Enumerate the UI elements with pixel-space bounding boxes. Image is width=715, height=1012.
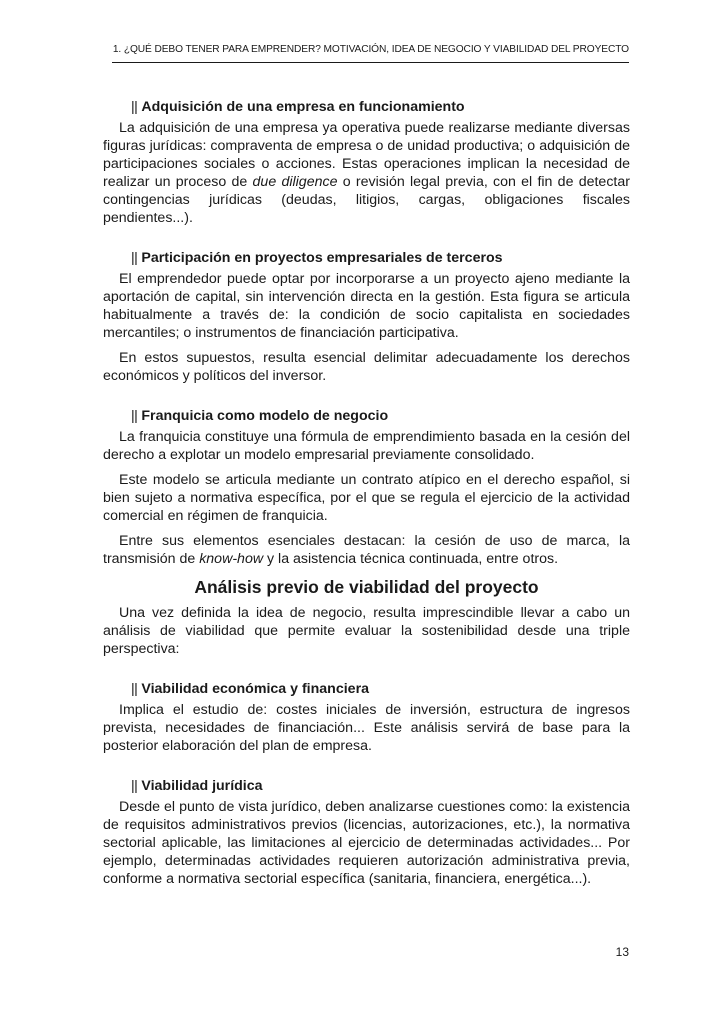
paragraph-text: La adquisición de una empresa ya operativa puede realizarse mediante diversas figuras jurídicas: compraventa de empresa o de unidad productiva; o adquisición de participaciones sociales o acciones. Estas operaciones implican la necesidad de realizar un proceso de — [103, 120, 630, 190]
paragraph-participacion-2: En estos supuestos, resulta esencial delimitar adecuadamente los derechos económicos y políticos del inversor. — [103, 350, 630, 384]
page-number: 13 — [615, 945, 629, 959]
page-content — [103, 97, 630, 895]
subsection-marker-icon: || — [131, 408, 138, 424]
spacer — [103, 234, 630, 248]
paragraph-adquisicion — [103, 119, 630, 227]
subsection-heading-text: Viabilidad económica y financiera — [141, 681, 369, 697]
subsection-marker-icon: || — [131, 778, 138, 794]
paragraph-economica: Implica el estudio de: costes iniciales de inversión, estructura de ingresos prevista, necesidades de financiación... Este análisis servirá de base para la posterior elaboración del plan de empresa. — [103, 702, 630, 754]
subsection-heading-economica — [131, 679, 630, 699]
subsection-heading-juridica — [131, 776, 630, 796]
paragraph-text: y la asistencia técnica continuada, entre otros. — [263, 551, 559, 567]
header-rule — [112, 62, 629, 63]
subsection-marker-icon: || — [131, 681, 138, 697]
subsection-heading-text: Adquisición de una empresa en funcionamiento — [141, 99, 465, 115]
subsection-heading-text: Viabilidad jurídica — [141, 778, 263, 794]
subsection-marker-icon: || — [131, 99, 138, 115]
subsection-heading-participacion — [131, 248, 630, 268]
paragraph-analisis: Una vez definida la idea de negocio, resulta imprescindible llevar a cabo un análisis de viabilidad que permite evaluar la sostenibilidad desde una triple perspectiva: — [103, 605, 630, 657]
spacer — [103, 762, 630, 776]
paragraph-franquicia-3 — [103, 532, 630, 568]
subsection-heading-franquicia — [131, 406, 630, 426]
subsection-heading-text: Franquicia como modelo de negocio — [141, 408, 389, 424]
paragraph-franquicia-2: Este modelo se articula mediante un contrato atípico en el derecho español, si bien sujeto a normativa específica, por el que se regula el ejercicio de la actividad comercial en régimen de franquicia. — [103, 472, 630, 524]
subsection-heading-adquisicion — [131, 97, 630, 117]
paragraph-franquicia-1: La franquicia constituye una fórmula de emprendimiento basada en la cesión del derecho a explotar un modelo empresarial previamente consolidado. — [103, 429, 630, 463]
section-title-analisis: Análisis previo de viabilidad del proyecto — [194, 577, 539, 597]
paragraph-juridica: Desde el punto de vista jurídico, deben analizarse cuestiones como: la existencia de requisitos administrativos previos (licencias, autorizaciones, etc.), la normativa sectorial aplicable, las limitaciones al ejercicio de determinadas actividades... Por ejemplo, determinadas actividades requieren autorización administrativa previa, conforme a normativa sectorial específica (sanitaria, financiera, energética...). — [103, 799, 630, 887]
subsection-heading-text: Participación en proyectos empresariales de terceros — [141, 250, 503, 266]
emphasis-text: due diligence — [252, 174, 338, 190]
spacer — [103, 665, 630, 679]
spacer — [103, 392, 630, 406]
running-header: 1. ¿QUÉ DEBO TENER PARA EMPRENDER? MOTIVACIÓN, IDEA DE NEGOCIO Y VIABILIDAD DEL PROYECTO — [112, 44, 629, 55]
emphasis-text: know-how — [199, 551, 264, 567]
paragraph-text: o revisión legal previa, con el fin de detectar contingencias jurídicas (deudas, litigios, cargas, obligaciones fiscales pendientes...). — [103, 174, 630, 226]
paragraph-text: Entre sus elementos esenciales destacan: la cesión de uso de marca, la transmisión de — [103, 533, 630, 567]
subsection-marker-icon: || — [131, 250, 138, 266]
paragraph-participacion-1: El emprendedor puede optar por incorporarse a un proyecto ajeno mediante la aportación de capital, sin intervención directa en la gestión. Esta figura se articula habitualmente a través de: la condición de socio capitalista en sociedades mercantiles; o instrumentos de financiación participativa. — [103, 271, 630, 341]
